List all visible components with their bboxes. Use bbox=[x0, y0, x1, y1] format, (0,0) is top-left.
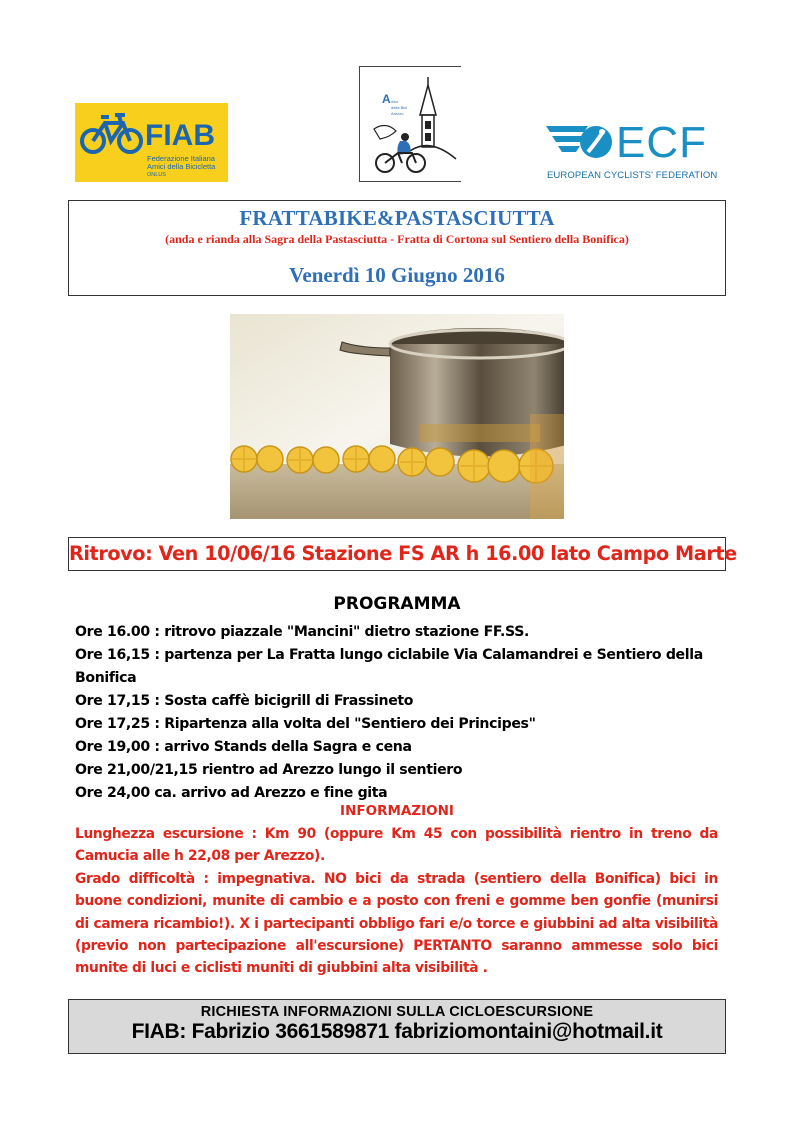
fiab-logo bbox=[75, 103, 228, 182]
programme-item: Ore 16.00 : ritrovo piazzale "Mancini" dietro stazione FF.SS. bbox=[75, 624, 530, 640]
svg-text:Arezzo: Arezzo bbox=[391, 111, 404, 116]
club-logo bbox=[359, 66, 461, 182]
event-subtitle: (anda e rianda alla Sagra della Pastasciutta - Fratta di Cortona sul Sentiero della Bonifica) bbox=[165, 232, 629, 246]
fiab-subtitle: Federazione Italiana Amici della Bicicletta ONLUS bbox=[147, 154, 216, 178]
svg-text:della Bici: della Bici bbox=[391, 105, 408, 110]
info-paragraph-length: Lunghezza escursione : Km 90 (oppure Km 45 con possibilità rientro in treno da Camucia alle h 22,08 per Arezzo). bbox=[75, 826, 718, 865]
event-title: FRATTABIKE&PASTASCIUTTA bbox=[239, 206, 555, 230]
programme-item: Ore 17,15 : Sosta caffè bicigrill di Frassineto bbox=[75, 693, 414, 709]
pasta-pot-photo bbox=[230, 314, 564, 519]
title-box bbox=[68, 200, 726, 296]
svg-text:mici: mici bbox=[391, 99, 399, 104]
ecf-logo bbox=[546, 118, 721, 184]
pasta-pot-illustration bbox=[230, 314, 564, 519]
programme-item: Ore 17,25 : Ripartenza alla volta del "Sentiero dei Principes" bbox=[75, 716, 536, 732]
event-date: Venerdì 10 Giugno 2016 bbox=[289, 263, 505, 287]
fiab-brand: FIAB bbox=[145, 119, 215, 152]
meeting-point-box: Ritrovo: Ven 10/06/16 Stazione FS AR h 16.00 lato Campo Marte bbox=[68, 537, 726, 571]
programme-item: Ore 21,00/21,15 rientro ad Arezzo lungo il sentiero bbox=[75, 762, 463, 778]
programme-item: Ore 24,00 ca. arrivo ad Arezzo e fine gita bbox=[75, 785, 388, 801]
svg-text:A: A bbox=[382, 92, 391, 106]
programme-item: Ore 16,15 : partenza per La Fratta lungo ciclabile Via Calamandrei e Sentiero della Bonifica bbox=[75, 647, 703, 686]
contact-heading: RICHIESTA INFORMAZIONI SULLA CICLOESCURSIONE bbox=[200, 1004, 594, 1020]
ecf-wing-icon bbox=[546, 122, 612, 166]
contact-line: FIAB: Fabrizio 3661589871 fabriziomontaini@hotmail.it bbox=[131, 1020, 663, 1043]
programme-item: Ore 19,00 : arrivo Stands della Sagra e cena bbox=[75, 739, 412, 755]
ecf-brand: ECF bbox=[616, 118, 707, 167]
info-title: INFORMAZIONI bbox=[340, 803, 454, 819]
info-text bbox=[75, 823, 718, 980]
programme-list bbox=[75, 621, 725, 805]
info-paragraph-difficulty: Grado difficoltà : impegnativa. NO bici da strada (sentiero della Bonifica) bici in buone condizioni, munite di cambio e a posto con freni e gomme ben gonfie (munirsi di camera ricambio!). X i partecipanti obbligo fari e/o torce e giubbini ad alta visibilità (previo non partecipazione all'escursione) PERTANTO saranno ammesse solo bici munite di luci e ciclisti muniti di giubbini alta visibilità . bbox=[75, 870, 718, 977]
bicycle-icon bbox=[79, 109, 145, 157]
contact-box bbox=[68, 999, 726, 1054]
cyclist-tower-icon bbox=[360, 67, 462, 183]
ecf-subtitle: EUROPEAN CYCLISTS' FEDERATION bbox=[547, 170, 718, 181]
programme-title: PROGRAMMA bbox=[333, 594, 461, 614]
